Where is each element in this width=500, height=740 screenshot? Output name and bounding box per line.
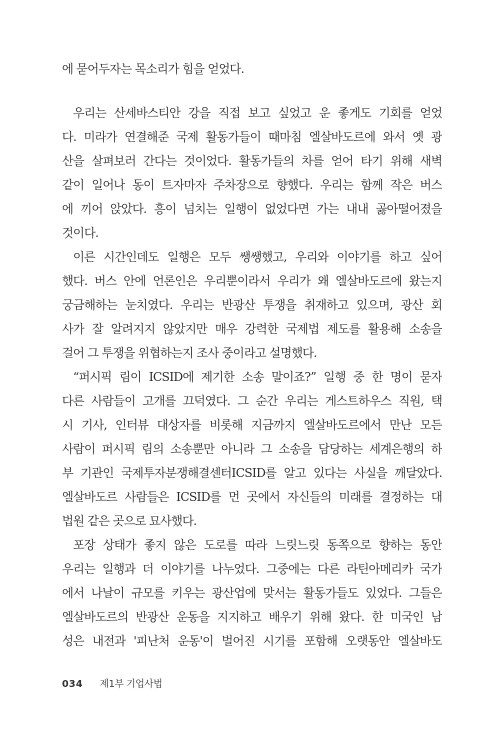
text-line: 다른 사람들이 고개를 끄덕였다. 그 순간 우리는 게스트하우스 직원, 택 xyxy=(62,394,442,408)
text-line: 에서 나날이 규모를 키우는 광산업에 맞서는 활동가들도 있었다. 그들은 xyxy=(62,586,442,600)
text-line: 부 기관인 국제투자분쟁해결센터ICSID를 알고 있다는 사실을 깨달았다. xyxy=(62,466,442,480)
page-number: 034 xyxy=(62,679,83,690)
text-line: 것이다. xyxy=(62,226,99,240)
text-line: 사람이 퍼시픽 림의 소송뿐만 아니라 그 소송을 담당하는 세계은행의 하 xyxy=(62,442,442,456)
text-line: 시 기사, 인터뷰 대상자를 비롯해 지금까지 엘살바도르에서 만난 모든 xyxy=(62,418,442,432)
text-line: 궁금해하는 눈치였다. 우리는 반광산 투쟁을 취재하고 있으며, 광산 회 xyxy=(62,298,442,312)
text-line: 했다. 버스 안에 언론인은 우리뿐이라서 우리가 왜 엘살바도르에 왔는지 xyxy=(62,274,442,288)
text-line: 포장 상태가 좋지 않은 도로를 따라 느릿느릿 동쪽으로 향하는 동안 xyxy=(73,538,442,552)
text-line: 걸어 그 투쟁을 위협하는지 조사 중이라고 설명했다. xyxy=(62,346,317,360)
text-line: 엘살바도르 사람들은 ICSID를 먼 곳에서 자신들의 미래를 결정하는 대 xyxy=(62,490,442,504)
text-line: 같이 일어나 동이 트자마자 주차장으로 향했다. 우리는 함께 작은 버스 xyxy=(62,178,442,192)
text-line: 다. 미라가 연결해준 국제 활동가들이 때마침 엘살바도르에 와서 옛 광 xyxy=(62,130,442,144)
text-line: 법원 같은 곳으로 묘사했다. xyxy=(62,514,197,528)
running-header-chapter: 제1부 기업사법 xyxy=(99,679,163,690)
text-line: 이른 시간인데도 일행은 모두 쌩쌩했고, 우리와 이야기를 하고 싶어 xyxy=(73,250,442,264)
page-footer xyxy=(62,676,162,690)
text-line: “퍼시픽 림이 ICSID에 제기한 소송 말이죠?” 일행 중 한 명이 묻자 xyxy=(73,370,442,384)
text-line: 우리는 일행과 더 이야기를 나누었다. 그중에는 다른 라틴아메리카 국가 xyxy=(62,562,442,576)
text-line: 에 끼어 앉았다. 흥이 넘치는 일행이 없었다면 가는 내내 곯아떨어졌을 xyxy=(62,202,442,216)
text-line: 엘살바도르의 반광산 운동을 지지하고 배우기 위해 왔다. 한 미국인 남 xyxy=(62,610,442,624)
text-line: 산을 살펴보러 간다는 것이었다. 활동가들의 차를 얻어 타기 위해 새벽 xyxy=(62,154,442,168)
text-line: 우리는 산세바스티안 강을 직접 보고 싶었고 운 좋게도 기회를 얻었 xyxy=(73,106,442,120)
text-line: 에 묻어두자는 목소리가 힘을 얻었다. xyxy=(62,62,244,76)
text-line: 성은 내전과 '피난처 운동'이 벌어진 시기를 포함해 오랫동안 엘살바도 xyxy=(62,634,442,648)
text-line: 사가 잘 알려지지 않았지만 매우 강력한 국제법 제도를 활용해 소송을 xyxy=(62,322,442,336)
